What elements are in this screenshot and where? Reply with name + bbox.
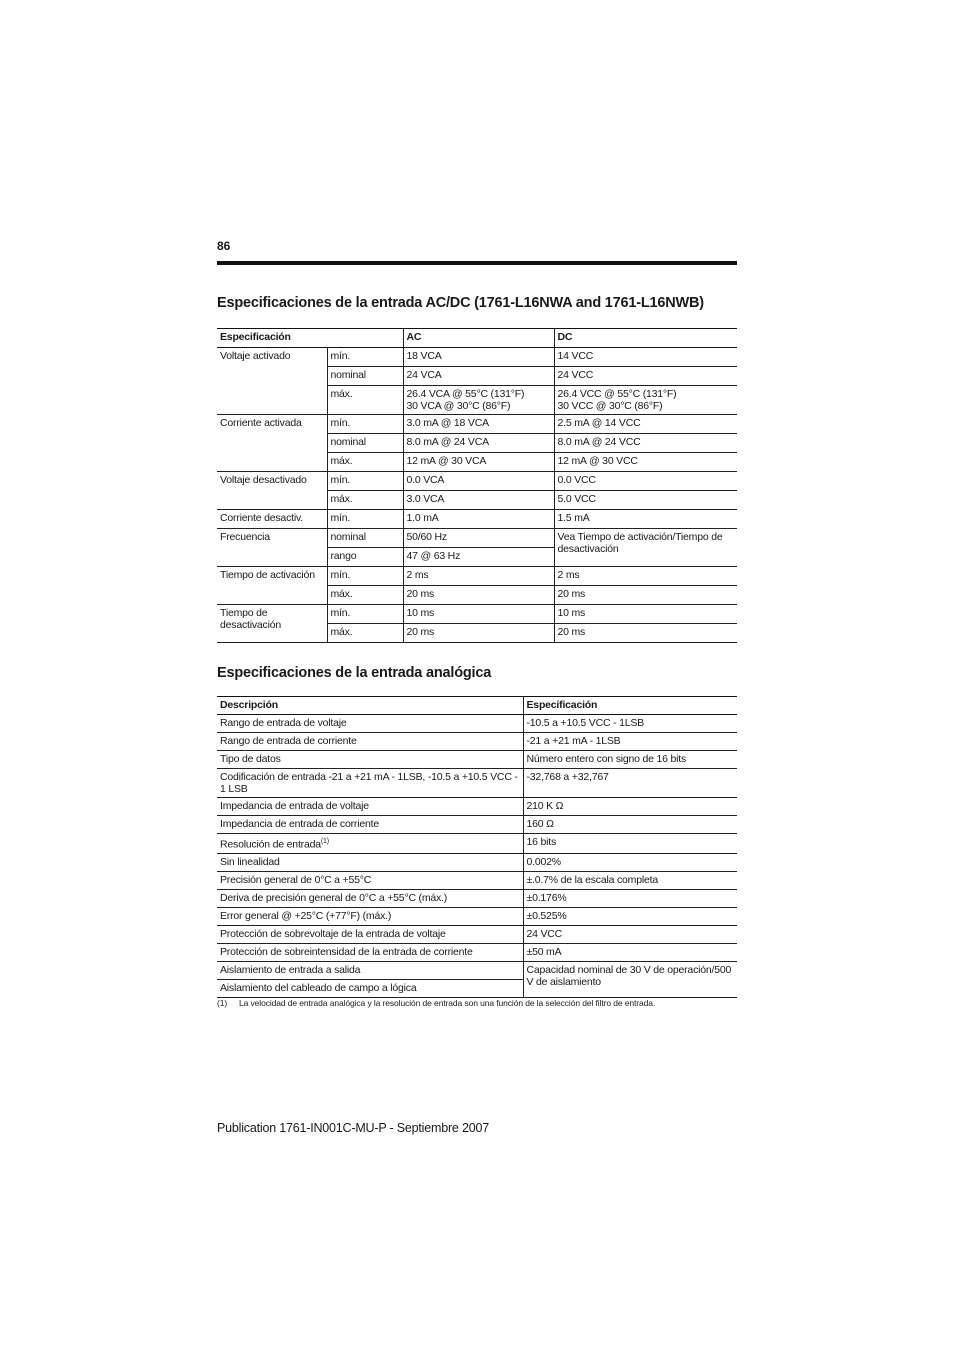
ac-value: 50/60 Hz	[403, 529, 554, 548]
dc-value: 10 ms	[554, 605, 737, 624]
description-text: Rango de entrada de voltaje	[220, 717, 347, 729]
spec-sub-label: mín.	[327, 348, 403, 367]
ac-value: 2 ms	[403, 567, 554, 586]
table-row	[217, 529, 737, 548]
description-text: Protección de sobreintensidad de la entrada de corriente	[220, 945, 473, 958]
specification-cell: ±0.176%	[523, 889, 737, 907]
acdc-input-spec-table	[217, 328, 737, 643]
specification-cell: -32,768 a +32,767	[523, 769, 737, 798]
description-cell	[217, 871, 523, 889]
spec-sub-label: nominal	[327, 529, 403, 548]
table-row	[217, 348, 737, 367]
table-row	[217, 834, 737, 854]
spec-group-label: Corriente activada	[217, 415, 327, 472]
table-row	[217, 853, 737, 871]
footnote-mark: (1)	[217, 998, 228, 1008]
description-text: Codificación de entrada -21 a +21 mA - 1LSB, -10.5 a +10.5 VCC - 1 LSB	[220, 771, 518, 795]
description-text: Precisión general de 0°C a +55°C	[220, 873, 372, 886]
header-description: Descripción	[217, 697, 523, 715]
specification-cell: -10.5 a +10.5 VCC - 1LSB	[523, 715, 737, 733]
description-cell: Aislamiento de entrada a salida	[217, 961, 523, 979]
table-row	[217, 871, 737, 889]
dc-value: 2.5 mA @ 14 VCC	[554, 415, 737, 434]
table-row	[217, 567, 737, 586]
section-title-acdc: Especificaciones de la entrada AC/DC (1761-L16NWA and 1761-L16NWB)	[217, 295, 704, 311]
section-title-analog: Especificaciones de la entrada analógica	[217, 665, 492, 681]
dc-value: Vea Tiempo de activación/Tiempo de desactivación	[554, 529, 737, 567]
description-cell	[217, 889, 523, 907]
specification-cell: ±.0.7% de la escala completa	[523, 871, 737, 889]
spec-sub-label: máx.	[327, 491, 403, 510]
dc-value: 5.0 VCC	[554, 491, 737, 510]
spec-sub-label: mín.	[327, 510, 403, 529]
description-cell	[217, 816, 523, 834]
specification-cell: -21 a +21 mA - 1LSB	[523, 733, 737, 751]
spec-group-label: Voltaje desactivado	[217, 472, 327, 510]
table-row	[217, 798, 737, 816]
table-row	[217, 733, 737, 751]
header-rule	[217, 261, 737, 265]
dc-value: 20 ms	[554, 624, 737, 643]
spec-sub-label: rango	[327, 548, 403, 567]
table-row	[217, 751, 737, 769]
description-cell	[217, 834, 523, 854]
spec-group-label: Voltaje activado	[217, 348, 327, 415]
description-cell	[217, 853, 523, 871]
header-dc: DC	[554, 329, 737, 348]
dc-value: 26.4 VCC @ 55°C (131°F) 30 VCC @ 30°C (86°F)	[554, 386, 737, 415]
table-row	[217, 943, 737, 961]
description-text: Impedancia de entrada de corriente	[220, 818, 379, 830]
dc-value: 0.0 VCC	[554, 472, 737, 491]
footnote-text: La velocidad de entrada analógica y la resolución de entrada son una función de la selección del filtro de entrada.	[239, 998, 656, 1008]
table-row	[217, 715, 737, 733]
dc-value: 24 VCC	[554, 367, 737, 386]
ac-value: 26.4 VCA @ 55°C (131°F) 30 VCA @ 30°C (86°F)	[403, 386, 554, 415]
spec-sub-label: nominal	[327, 434, 403, 453]
analog-table-body	[217, 715, 737, 998]
ac-value: 3.0 mA @ 18 VCA	[403, 415, 554, 434]
description-text: Rango de entrada de corriente	[220, 735, 357, 747]
description-text: Resolución de entrada	[220, 838, 321, 851]
header-specification: Especificación	[523, 697, 737, 715]
acdc-table-body	[217, 348, 737, 643]
footnote	[217, 998, 655, 1008]
description-cell	[217, 769, 523, 798]
dc-value: 12 mA @ 30 VCC	[554, 453, 737, 472]
table-row	[217, 510, 737, 529]
dc-value: 8.0 mA @ 24 VCC	[554, 434, 737, 453]
table-row	[217, 816, 737, 834]
description-cell	[217, 907, 523, 925]
ac-value: 18 VCA	[403, 348, 554, 367]
spec-sub-label: mín.	[327, 605, 403, 624]
table-header-row	[217, 329, 737, 348]
footnote-reference: (1)	[320, 838, 329, 845]
table-row	[217, 925, 737, 943]
specification-cell: Capacidad nominal de 30 V de operación/500 V de aislamiento	[523, 961, 737, 997]
ac-value: 24 VCA	[403, 367, 554, 386]
dc-value: 20 ms	[554, 586, 737, 605]
spec-sub-label: máx.	[327, 624, 403, 643]
description-cell	[217, 943, 523, 961]
description-cell	[217, 751, 523, 769]
table-header-row	[217, 697, 737, 715]
ac-value: 47 @ 63 Hz	[403, 548, 554, 567]
spec-sub-label: mín.	[327, 472, 403, 491]
description-cell	[217, 798, 523, 816]
table-row	[217, 472, 737, 491]
description-text: Tipo de datos	[220, 753, 281, 765]
spec-sub-label: mín.	[327, 415, 403, 434]
page-number: 86	[217, 239, 231, 253]
specification-cell: 0.002%	[523, 853, 737, 871]
spec-sub-label: máx.	[327, 586, 403, 605]
ac-value: 12 mA @ 30 VCA	[403, 453, 554, 472]
ac-value: 8.0 mA @ 24 VCA	[403, 434, 554, 453]
table-row	[217, 907, 737, 925]
specification-cell: 210 K Ω	[523, 798, 737, 816]
description-text: Error general @ +25°C (+77°F) (máx.)	[220, 909, 392, 922]
ac-value: 10 ms	[403, 605, 554, 624]
spec-sub-label: nominal	[327, 367, 403, 386]
header-ac: AC	[403, 329, 554, 348]
ac-value: 3.0 VCA	[403, 491, 554, 510]
specification-cell: 24 VCC	[523, 925, 737, 943]
table-row	[217, 415, 737, 434]
spec-sub-label: mín.	[327, 567, 403, 586]
spec-sub-label: máx.	[327, 386, 403, 415]
description-text: Impedancia de entrada de voltaje	[220, 800, 369, 812]
description-cell	[217, 733, 523, 751]
description-cell: Aislamiento del cableado de campo a lógica	[217, 979, 523, 997]
spec-group-label: Tiempo de activación	[217, 567, 327, 605]
dc-value: 2 ms	[554, 567, 737, 586]
specification-cell: 160 Ω	[523, 816, 737, 834]
ac-value: 0.0 VCA	[403, 472, 554, 491]
spec-group-label: Corriente desactiv.	[217, 510, 327, 529]
specification-cell: Número entero con signo de 16 bits	[523, 751, 737, 769]
specification-cell: 16 bits	[523, 834, 737, 854]
description-cell	[217, 925, 523, 943]
specification-cell: ±0.525%	[523, 907, 737, 925]
dc-value: 1.5 mA	[554, 510, 737, 529]
ac-value: 1.0 mA	[403, 510, 554, 529]
description-text: Deriva de precisión general de 0°C a +55°C (máx.)	[220, 891, 448, 904]
spec-sub-label: máx.	[327, 453, 403, 472]
description-text: Protección de sobrevoltaje de la entrada de voltaje	[220, 927, 446, 940]
spec-group-label: Tiempo de desactivación	[217, 605, 327, 643]
table-row	[217, 605, 737, 624]
ac-value: 20 ms	[403, 586, 554, 605]
table-row	[217, 769, 737, 798]
ac-value: 20 ms	[403, 624, 554, 643]
publication-footer: Publication 1761-IN001C-MU-P - Septiembre 2007	[217, 1121, 489, 1135]
analog-input-spec-table	[217, 696, 737, 998]
description-text: Sin linealidad	[220, 855, 280, 868]
header-spec: Especificación	[217, 329, 403, 348]
specification-cell: ±50 mA	[523, 943, 737, 961]
table-row	[217, 889, 737, 907]
table-row	[217, 961, 737, 979]
spec-group-label: Frecuencia	[217, 529, 327, 567]
description-cell	[217, 715, 523, 733]
dc-value: 14 VCC	[554, 348, 737, 367]
